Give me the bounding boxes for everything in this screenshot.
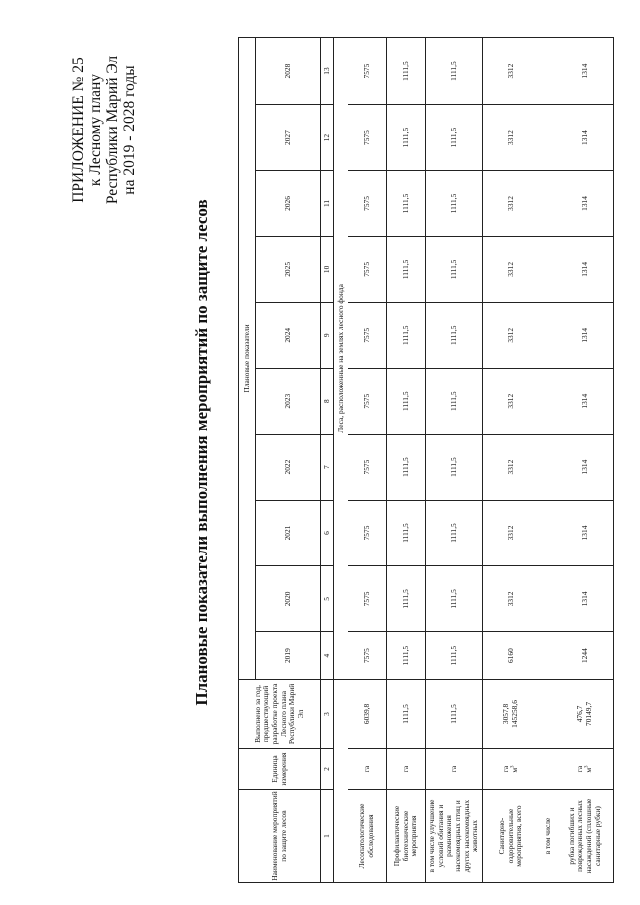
row-value: 3312 <box>483 171 540 237</box>
table-row <box>539 38 557 883</box>
row-done: 1111,5 <box>426 679 483 748</box>
row-value: 7575 <box>348 500 387 566</box>
header-year: 2022 <box>256 434 321 500</box>
row-name: Лесопатологические обследования <box>348 790 387 883</box>
header-plan: Плановые показатели <box>239 38 256 680</box>
row-value: 1111,5 <box>426 566 483 632</box>
row-value: 1314 <box>557 38 614 105</box>
header-year: 2021 <box>256 500 321 566</box>
row-name: Профилактические биотехнические мероприятия <box>387 790 426 883</box>
column-number: 1 <box>321 790 334 883</box>
row-value: 1111,5 <box>387 236 426 302</box>
row-unit-volume: $м^3$ <box>510 765 519 773</box>
row-value: 6160 <box>483 632 540 680</box>
row-value: 1111,5 <box>387 38 426 105</box>
row-unit-area: га <box>575 765 585 773</box>
row-value: 1111,5 <box>426 302 483 368</box>
row-done-volume: 70149,7 <box>584 701 593 726</box>
row-value: 1314 <box>557 105 614 171</box>
row-value: 1314 <box>557 566 614 632</box>
row-value: 1111,5 <box>426 171 483 237</box>
row-value: 3312 <box>483 368 540 434</box>
column-number: 3 <box>321 679 334 748</box>
column-number: 13 <box>321 38 334 105</box>
row-value: 1111,5 <box>387 368 426 434</box>
row-value: 3312 <box>483 236 540 302</box>
row-unit-area: га <box>501 765 511 773</box>
row-unit <box>557 749 614 790</box>
row-value: 1314 <box>557 368 614 434</box>
row-value: 1111,5 <box>387 105 426 171</box>
row-value: 7575 <box>348 434 387 500</box>
row-value: 1111,5 <box>426 38 483 105</box>
column-number: 11 <box>321 171 334 237</box>
column-number: 8 <box>321 368 334 434</box>
row-value: 1111,5 <box>387 434 426 500</box>
header-year: 2019 <box>256 632 321 680</box>
row-done-area: 3057,8 <box>501 703 511 725</box>
row-value: 1314 <box>557 302 614 368</box>
header-year: 2023 <box>256 368 321 434</box>
header-year: 2028 <box>256 38 321 105</box>
row-value: 7575 <box>348 632 387 680</box>
header-year: 2020 <box>256 566 321 632</box>
row-value: 7575 <box>348 236 387 302</box>
column-number: 6 <box>321 500 334 566</box>
table-row <box>483 38 540 883</box>
row-value: 3312 <box>483 302 540 368</box>
column-number: 7 <box>321 434 334 500</box>
row-name: в том числе улучшение условий обитания и размножения насекомоядных птиц и других насекомоядных животных <box>426 790 483 883</box>
document-title: Плановые показатели выполнения мероприятий по защите лесов <box>192 199 211 706</box>
row-value: 1111,5 <box>387 302 426 368</box>
header-year: 2024 <box>256 302 321 368</box>
header-unit: Единица измерения <box>239 749 321 790</box>
column-number: 9 <box>321 302 334 368</box>
table-row <box>387 38 426 883</box>
row-value: 3312 <box>483 566 540 632</box>
header-year: 2027 <box>256 105 321 171</box>
row-value: 1314 <box>557 500 614 566</box>
row-value: 7575 <box>348 105 387 171</box>
row-unit <box>483 749 540 790</box>
header-row <box>239 38 256 883</box>
appendix-period: на 2019 - 2028 годы <box>121 65 138 195</box>
row-value: 7575 <box>348 566 387 632</box>
row-value: 7575 <box>348 302 387 368</box>
row-value: 1111,5 <box>426 632 483 680</box>
row-unit: га <box>348 749 387 790</box>
row-unit: га <box>387 749 426 790</box>
row-value: 1111,5 <box>426 105 483 171</box>
section-label: Леса, расположенные на землях лесного фонда <box>334 38 349 680</box>
row-value: 1111,5 <box>426 500 483 566</box>
column-number: 4 <box>321 632 334 680</box>
column-number: 10 <box>321 236 334 302</box>
appendix-region: Республики Марий Эл <box>104 55 121 205</box>
table-row <box>557 38 614 883</box>
column-number: 2 <box>321 749 334 790</box>
appendix-number: ПРИЛОЖЕНИЕ № 25 <box>70 57 87 203</box>
row-done: 6039,8 <box>348 679 387 748</box>
header-name: Наименование мероприятий по защите лесов <box>239 790 321 883</box>
row-name: рубка погибших и поврежденных лесных насаждений (сплошные санитарные рубки) <box>557 790 614 883</box>
row-value: 1111,5 <box>387 566 426 632</box>
header-year: 2026 <box>256 171 321 237</box>
column-number: 12 <box>321 105 334 171</box>
plan-table <box>238 37 614 883</box>
table-row <box>348 38 387 883</box>
row-name: Санитарно-оздоровительные мероприятия, всего <box>483 790 540 883</box>
row-value: 3312 <box>483 105 540 171</box>
column-number-row <box>321 38 334 883</box>
row-value: 3312 <box>483 38 540 105</box>
row-value: 1314 <box>557 434 614 500</box>
row-unit-volume: $м^3$ <box>584 765 593 773</box>
row-value: 1244 <box>557 632 614 680</box>
row-value: 3312 <box>483 500 540 566</box>
appendix-ref: к Лесному плану <box>87 73 104 187</box>
row-value: 1111,5 <box>387 171 426 237</box>
row-done: 1111,5 <box>387 679 426 748</box>
row-done <box>483 679 540 748</box>
row-value: 7575 <box>348 38 387 105</box>
row-value: 1111,5 <box>426 236 483 302</box>
table-row <box>426 38 483 883</box>
row-name: в том числе <box>539 790 557 883</box>
column-number: 5 <box>321 566 334 632</box>
row-value: 1111,5 <box>426 368 483 434</box>
row-value: 1111,5 <box>387 500 426 566</box>
row-value: 7575 <box>348 368 387 434</box>
header-done: Выполнено за год, предшествующий разработке проекта Лесного плана Республики Марий Эл <box>239 679 321 748</box>
row-done-area: 476,7 <box>575 705 585 723</box>
row-value: 1111,5 <box>426 434 483 500</box>
row-value: 3312 <box>483 434 540 500</box>
section-row <box>334 38 349 883</box>
row-unit: га <box>426 749 483 790</box>
row-value: 1111,5 <box>387 632 426 680</box>
header-year: 2025 <box>256 236 321 302</box>
row-done <box>557 679 614 748</box>
appendix-header <box>70 45 138 215</box>
row-value: 1314 <box>557 171 614 237</box>
row-done-volume: 145258,6 <box>510 700 519 728</box>
row-value: 1314 <box>557 236 614 302</box>
row-value: 7575 <box>348 171 387 237</box>
